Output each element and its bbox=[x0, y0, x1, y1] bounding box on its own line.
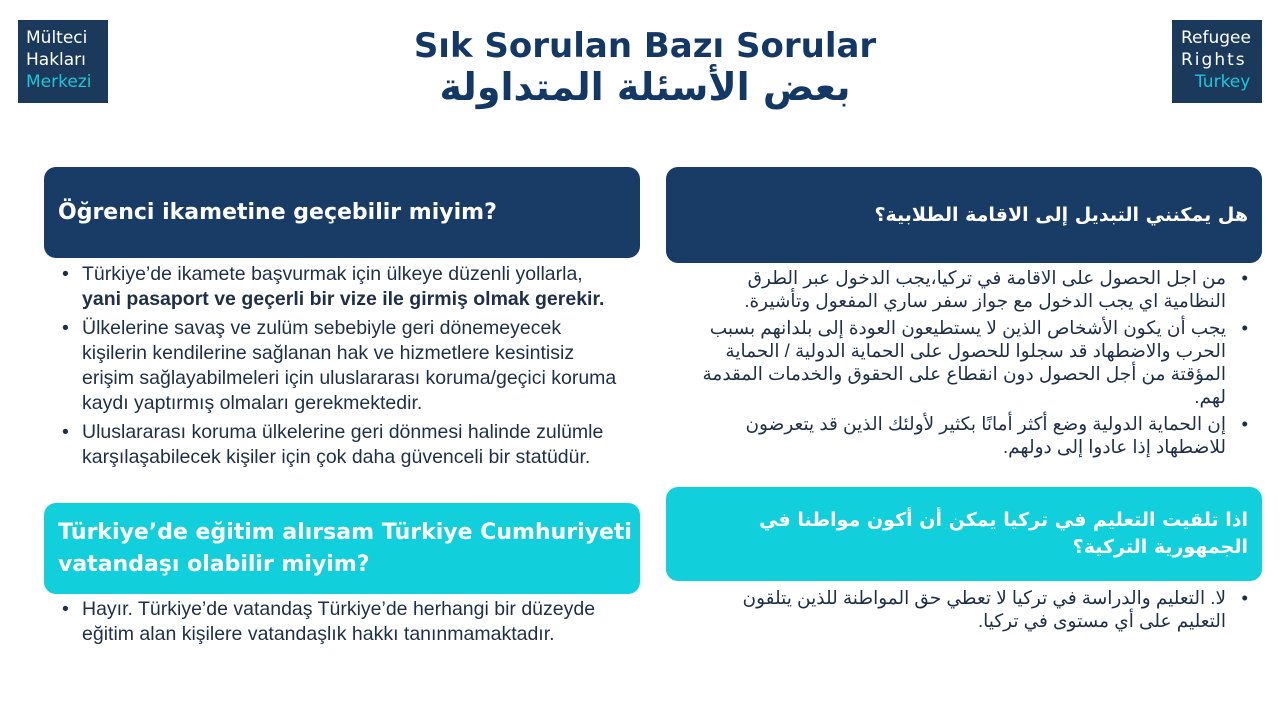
list-item-text: Uluslararası koruma ülkelerine geri dönmesi halinde zulümle karşılaşabilecek kişiler için çok daha güvenceli bir statüdür. bbox=[82, 421, 604, 468]
list-item bbox=[62, 316, 622, 416]
logo-line: Merkezi bbox=[26, 72, 92, 92]
list-item-text: إن الحماية الدولية وضع أكثر أمانًا بكثير لأولئك الذين قد يتعرضون للاضطهاد إذا عادوا إلى دولهم. bbox=[745, 413, 1226, 457]
bullet-icon: • bbox=[1241, 267, 1248, 288]
logo-line: Mülteci bbox=[26, 28, 88, 48]
list-item bbox=[700, 316, 1248, 408]
question-box-student-residence-ar bbox=[666, 167, 1262, 263]
list-item bbox=[700, 412, 1248, 458]
page-title-turkish: Sık Sorulan Bazı Sorular bbox=[413, 26, 877, 66]
question-text: هل يمكنني التبديل إلى الاقامة الطلابية؟ bbox=[874, 203, 1248, 226]
list-item-text: Hayır. Türkiye’de vatandaş Türkiye’de herhangi bir düzeyde eğitim alan kişilere vatandaşlık hakkı tanınmamaktadır. bbox=[82, 598, 596, 645]
bullet-icon: • bbox=[1241, 587, 1248, 608]
logo-line: Turkey bbox=[1195, 72, 1251, 92]
logo-line: Rights bbox=[1181, 50, 1247, 70]
list-item-text: لا. التعليم والدراسة في تركيا لا تعطي حق المواطنة للذين يتلقون التعليم على أي مستوى في تركيا. bbox=[742, 587, 1226, 631]
list-item bbox=[62, 420, 622, 470]
list-item-text: Türkiye’de ikamete başvurmak için ülkeye düzenli yollarla, bbox=[82, 263, 583, 285]
question-text: Öğrenci ikametine geçebilir miyim? bbox=[58, 199, 497, 225]
logo-line: Refugee bbox=[1181, 28, 1251, 48]
question-box-citizenship-ar bbox=[666, 487, 1262, 581]
bullet-icon: • bbox=[62, 263, 69, 285]
bullet-icon: • bbox=[62, 317, 69, 339]
question-text: اذا تلقيت التعليم في تركيا يمكن أن أكون مواطنا في الجمهورية التركية؟ bbox=[759, 509, 1248, 558]
list-item-text: من اجل الحصول على الاقامة في تركيا،يجب الدخول عبر الطرق النظامية اي يجب الدخول مع جواز سفر ساري المفعول وتأشيرة. bbox=[744, 267, 1226, 311]
answer-list-citizenship-ar bbox=[700, 586, 1248, 636]
bullet-icon: • bbox=[1241, 317, 1248, 338]
question-box-citizenship-tr bbox=[44, 503, 640, 594]
answer-list-student-residence-tr bbox=[62, 262, 622, 474]
list-item-text: يجب أن يكون الأشخاص الذين لا يستطيعون العودة إلى بلدانهم بسبب الحرب والاضطهاد قد سجلوا للحصول على الحماية الدولية / الحماية المؤقتة من أجل الحصول دون انقطاع على الحقوق والخدمات المقدمة لهم. bbox=[702, 317, 1226, 407]
list-item-text: Ülkelerine savaş ve zulüm sebebiyle geri dönemeyecek kişilerin kendilerine sağlanan hak ve hizmetlere kesintisiz erişim sağlayabilmeleri için uluslararası koruma/geçici koruma kaydı yaptırmış olmaları gerekmektedir. bbox=[82, 317, 617, 414]
bullet-icon: • bbox=[62, 598, 69, 620]
list-item bbox=[62, 262, 622, 312]
bullet-icon: • bbox=[62, 421, 69, 443]
list-item bbox=[62, 597, 622, 647]
question-box-student-residence-tr bbox=[44, 167, 640, 258]
list-item bbox=[700, 586, 1248, 632]
list-item-emphasis: yani pasaport ve geçerli bir vize ile girmiş olmak gerekir. bbox=[82, 288, 605, 310]
answer-list-student-residence-ar bbox=[700, 266, 1248, 462]
page-title-arabic: بعض الأسئلة المتداولة bbox=[439, 65, 851, 109]
bullet-icon: • bbox=[1241, 413, 1248, 434]
question-text: Türkiye’de eğitim alırsam Türkiye Cumhuriyeti vatandaşı olabilir miyim? bbox=[58, 519, 632, 577]
logo-line: Hakları bbox=[26, 50, 86, 70]
answer-list-citizenship-tr bbox=[62, 597, 622, 651]
list-item bbox=[700, 266, 1248, 312]
